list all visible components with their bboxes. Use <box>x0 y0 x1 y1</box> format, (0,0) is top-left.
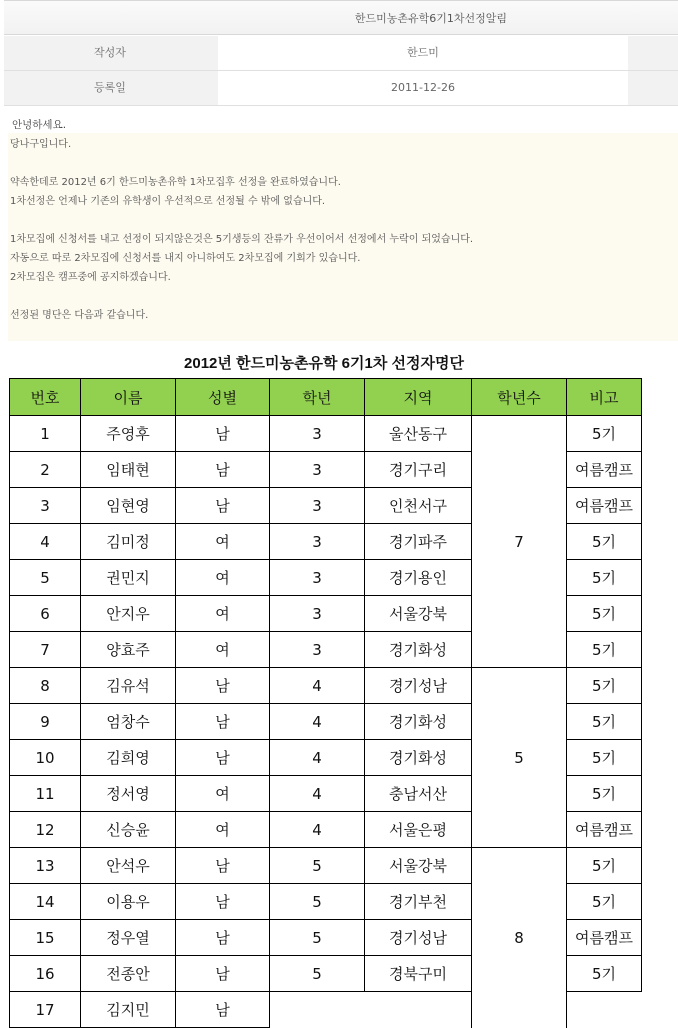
cell-grade: 3 <box>270 524 365 560</box>
cell-note: 5기 <box>567 776 642 812</box>
cell-region: 서울강북 <box>365 596 472 632</box>
cell-gender: 남 <box>176 668 270 704</box>
cell-no: 7 <box>10 632 81 668</box>
date-row-filler <box>630 71 678 105</box>
header-note: 비고 <box>567 379 642 416</box>
cell-name: 신승윤 <box>81 812 176 848</box>
cell-region: 경기구리 <box>365 452 472 488</box>
cell-grade: 3 <box>270 560 365 596</box>
empty-cell <box>567 992 642 1028</box>
cell-grade: 5 <box>270 848 365 884</box>
cell-note: 5기 <box>567 848 642 884</box>
cell-note: 5기 <box>567 524 642 560</box>
cell-gender: 여 <box>176 812 270 848</box>
cell-grade: 3 <box>270 632 365 668</box>
cell-name: 엄창수 <box>81 704 176 740</box>
cell-no: 3 <box>10 488 81 524</box>
cell-grade: 4 <box>270 812 365 848</box>
cell-grade: 5 <box>270 956 365 992</box>
cell-note: 5기 <box>567 884 642 920</box>
cell-name: 이용우 <box>81 884 176 920</box>
cell-note: 여름캠프 <box>567 452 642 488</box>
cell-gender: 여 <box>176 776 270 812</box>
cell-note: 5기 <box>567 740 642 776</box>
header-grade-count: 학년수 <box>472 379 567 416</box>
cell-region: 충남서산 <box>365 776 472 812</box>
post-title: 한드미농촌유학6기1차선정알림 <box>354 12 508 25</box>
cell-note: 5기 <box>567 416 642 452</box>
cell-region: 경기성남 <box>365 668 472 704</box>
cell-grade: 3 <box>270 452 365 488</box>
cell-no: 2 <box>10 452 81 488</box>
cell-name: 주영후 <box>81 416 176 452</box>
notice-line: 2차모집은 캠프중에 공지하겠습니다. <box>10 272 171 283</box>
cell-grade: 3 <box>270 596 365 632</box>
cell-grade-count: 8 <box>472 848 567 1028</box>
notice-line: 선정된 명단은 다음과 같습니다. <box>10 310 149 321</box>
cell-no: 13 <box>10 848 81 884</box>
cell-grade-count: 5 <box>472 668 567 848</box>
cell-note: 5기 <box>567 632 642 668</box>
roster-table <box>9 378 642 1028</box>
cell-grade: 4 <box>270 668 365 704</box>
table-row <box>10 668 642 704</box>
cell-no: 6 <box>10 596 81 632</box>
cell-no: 17 <box>10 992 81 1028</box>
cell-no: 9 <box>10 704 81 740</box>
header-name: 이름 <box>81 379 176 416</box>
author-label: 작성자 <box>94 46 126 59</box>
cell-no: 15 <box>10 920 81 956</box>
cell-name: 안지우 <box>81 596 176 632</box>
cell-region: 경기화성 <box>365 632 472 668</box>
cell-name: 권민지 <box>81 560 176 596</box>
cell-name: 임현영 <box>81 488 176 524</box>
date-label: 등록일 <box>94 81 126 94</box>
cell-gender: 여 <box>176 560 270 596</box>
cell-region: 경기용인 <box>365 560 472 596</box>
table-title: 2012년 한드미농촌유학 6기1차 선정자명단 <box>184 355 464 372</box>
cell-no: 5 <box>10 560 81 596</box>
cell-no: 4 <box>10 524 81 560</box>
cell-gender: 남 <box>176 884 270 920</box>
cell-gender: 여 <box>176 596 270 632</box>
cell-no: 12 <box>10 812 81 848</box>
date-value: 2011-12-26 <box>218 71 628 105</box>
cell-grade: 5 <box>270 884 365 920</box>
cell-region: 경기화성 <box>365 740 472 776</box>
cell-gender: 남 <box>176 416 270 452</box>
cell-note: 5기 <box>567 560 642 596</box>
author-value: 한드미 <box>218 36 628 70</box>
cell-grade: 4 <box>270 776 365 812</box>
table-row <box>10 416 642 452</box>
cell-name: 김희영 <box>81 740 176 776</box>
cell-name: 임태현 <box>81 452 176 488</box>
author-row <box>4 36 678 71</box>
cell-gender: 남 <box>176 488 270 524</box>
greeting-text: 안녕하세요. <box>12 119 67 131</box>
author-row-filler <box>630 36 678 70</box>
cell-note: 여름캠프 <box>567 920 642 956</box>
cell-region: 울산동구 <box>365 416 472 452</box>
cell-no: 8 <box>10 668 81 704</box>
cell-note: 5기 <box>567 596 642 632</box>
notice-line: 약속한데로 2012년 6기 한드미농촌유학 1차모집후 선정을 완료하였습니다. <box>10 177 341 188</box>
cell-region: 경기부천 <box>365 884 472 920</box>
cell-region: 서울강북 <box>365 848 472 884</box>
cell-name: 김미정 <box>81 524 176 560</box>
cell-note: 여름캠프 <box>567 488 642 524</box>
cell-note: 5기 <box>567 704 642 740</box>
cell-region: 인천서구 <box>365 488 472 524</box>
cell-note: 5기 <box>567 668 642 704</box>
date-row <box>4 71 678 106</box>
cell-gender: 남 <box>176 452 270 488</box>
notice-box <box>8 133 678 341</box>
cell-gender: 여 <box>176 524 270 560</box>
cell-grade: 3 <box>270 488 365 524</box>
cell-no: 14 <box>10 884 81 920</box>
cell-region: 서울은평 <box>365 812 472 848</box>
cell-no: 1 <box>10 416 81 452</box>
cell-gender: 남 <box>176 848 270 884</box>
cell-grade: 4 <box>270 704 365 740</box>
cell-gender: 남 <box>176 704 270 740</box>
table-row <box>10 848 642 884</box>
header-no: 번호 <box>10 379 81 416</box>
cell-no: 16 <box>10 956 81 992</box>
cell-name: 전종안 <box>81 956 176 992</box>
cell-name: 안석우 <box>81 848 176 884</box>
cell-note: 여름캠프 <box>567 812 642 848</box>
cell-grade: 4 <box>270 740 365 776</box>
empty-cell <box>270 992 472 1028</box>
cell-gender: 남 <box>176 956 270 992</box>
cell-grade-count: 7 <box>472 416 567 668</box>
cell-gender: 여 <box>176 632 270 668</box>
cell-gender: 남 <box>176 920 270 956</box>
cell-gender: 남 <box>176 992 270 1028</box>
cell-region: 경기성남 <box>365 920 472 956</box>
cell-name: 김지민 <box>81 992 176 1028</box>
notice-line: 자동으로 따로 2차모집에 신청서를 내지 아니하여도 2차모집에 기회가 있습니다. <box>10 253 361 264</box>
header-gender: 성별 <box>176 379 270 416</box>
post-title-bar <box>4 0 678 35</box>
notice-line: 1차선정은 언제나 기존의 유학생이 우선적으로 선정될 수 밖에 없습니다. <box>10 196 326 207</box>
notice-line: 1차모집에 신청서를 내고 선정이 되지않은것은 5기생등의 잔류가 우선이어서 선정에서 누락이 되었습니다. <box>10 234 474 245</box>
cell-grade: 5 <box>270 920 365 956</box>
cell-name: 김유석 <box>81 668 176 704</box>
cell-region: 경기화성 <box>365 704 472 740</box>
header-grade: 학년 <box>270 379 365 416</box>
cell-region: 경기파주 <box>365 524 472 560</box>
cell-no: 11 <box>10 776 81 812</box>
notice-line: 당나구입니다. <box>10 139 72 150</box>
cell-no: 10 <box>10 740 81 776</box>
table-header-row <box>10 379 642 416</box>
cell-name: 정우열 <box>81 920 176 956</box>
cell-name: 정서영 <box>81 776 176 812</box>
cell-gender: 남 <box>176 740 270 776</box>
cell-note: 5기 <box>567 956 642 992</box>
header-region: 지역 <box>365 379 472 416</box>
cell-grade: 3 <box>270 416 365 452</box>
cell-region: 경북구미 <box>365 956 472 992</box>
cell-name: 양효주 <box>81 632 176 668</box>
